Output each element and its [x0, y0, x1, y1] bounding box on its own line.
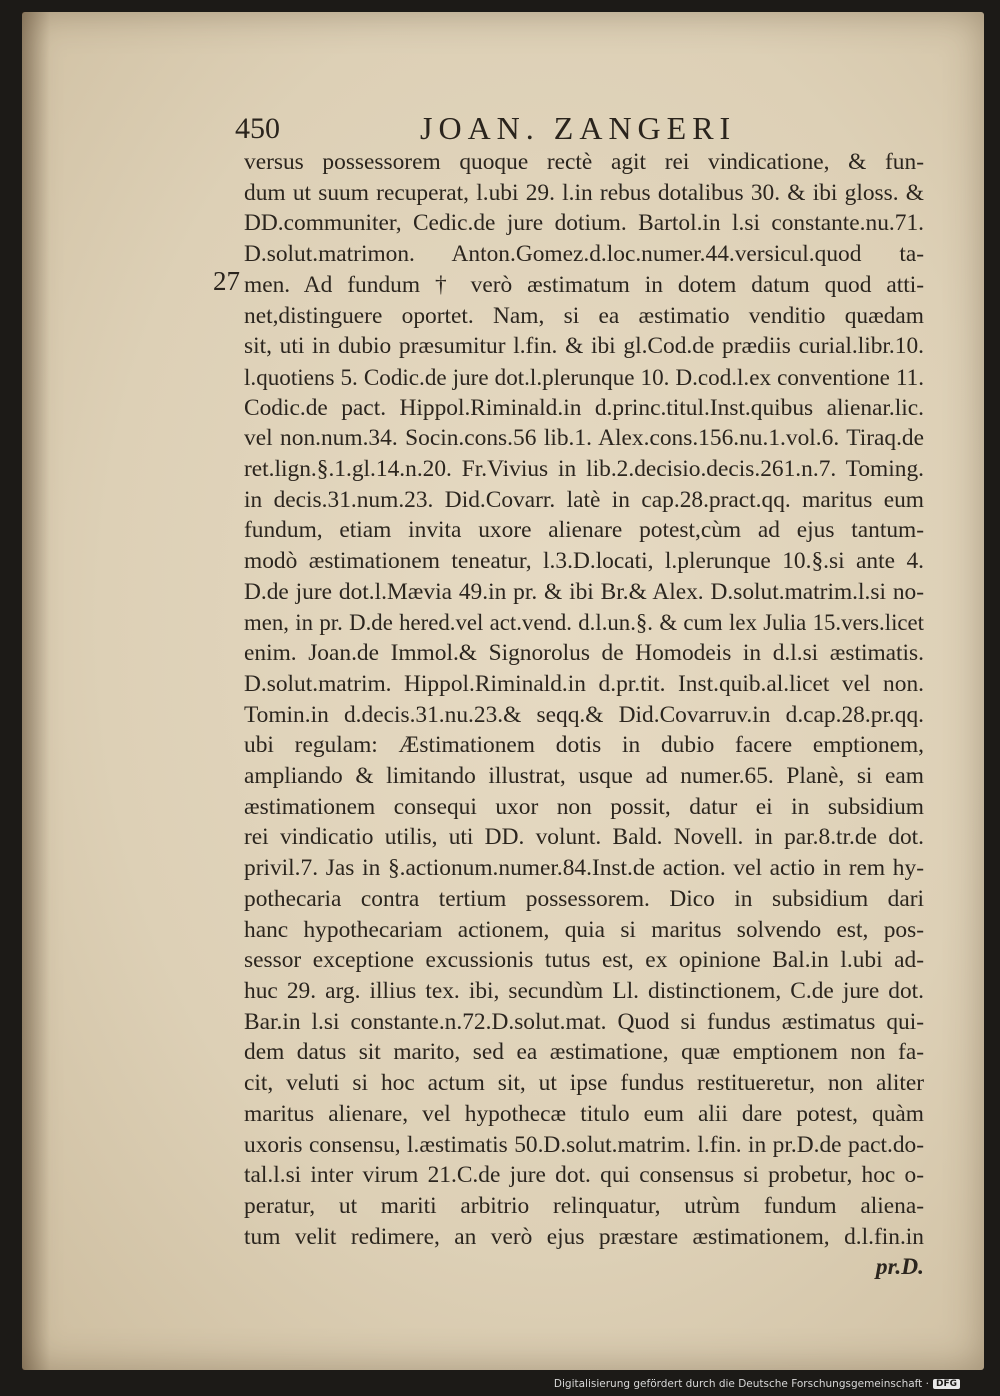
text-line: D.solut.matrim. Hippol.Riminald.in d.pr.tit. Inst.quib.al.licet vel non. — [244, 670, 924, 697]
text-line: Codic.de pact. Hippol.Riminald.in d.princ.titul.Inst.quibus alienar.lic. — [244, 394, 924, 421]
text-line: D.de jure dot.l.Mævia 49.in pr. & ibi Br.& Alex. D.solut.matrim.l.si no- — [244, 578, 924, 605]
text-line: sit, uti in dubio præsumitur l.fin. & ibi gl.Cod.de prædiis curial.libr.10. — [244, 333, 924, 360]
text-line: sessor exceptione excussionis tutus est, ex opinione Bal.in l.ubi ad- — [244, 947, 924, 974]
text-line: privil.7. Jas in §.actionum.numer.84.Inst.de action. vel actio in rem hy- — [244, 855, 924, 882]
text-line: tal.l.si inter virum 21.C.de jure dot. qui consensus si probetur, hoc o- — [244, 1162, 924, 1189]
text-line: fundum, etiam invita uxore alienare potest,cùm ad ejus tantum- — [244, 517, 924, 544]
text-line: l.quotiens 5. Codic.de jure dot.l.plerunque 10. D.cod.l.ex conventione 11. — [244, 363, 924, 390]
text-line: men, in pr. D.de hered.vel act.vend. d.l.un.§. & cum lex Julia 15.vers.licet — [244, 609, 924, 635]
text-line: hanc hypothecariam actionem, quia si maritus solvendo est, pos- — [244, 916, 924, 943]
text-line: dum ut suum recuperat, l.ubi 29. l.in rebus dotalibus 30. & ibi gloss. & — [244, 179, 924, 206]
text-line: versus possessorem quoque rectè agit rei vindicatione, & fun- — [244, 149, 924, 175]
text-line: in decis.31.num.23. Did.Covarr. latè in cap.28.pract.qq. maritus eum — [244, 486, 924, 513]
text-line: pothecaria contra tertium possessorem. Dico in subsidium dari — [244, 885, 924, 912]
text-line: Tomin.in d.decis.31.nu.23.& seqq.& Did.Covarruv.in d.cap.28.pr.qq. — [244, 701, 924, 728]
text-line: maritus alienare, vel hypothecæ titulo eum alii dare potest, quàm — [244, 1100, 924, 1127]
margin-note-number: 27 — [213, 266, 240, 296]
page-gutter-shadow — [22, 12, 50, 1370]
text-line: peratur, ut mariti arbitrio relinquatur, utrùm fundum aliena- — [244, 1192, 924, 1219]
text-line: D.solut.matrimon. Anton.Gomez.d.loc.numer.44.versicul.quod ta- — [244, 241, 924, 268]
dfg-logo: DFG — [933, 1379, 960, 1389]
running-title: JOAN. ZANGERI — [420, 110, 737, 146]
catchword: pr.D. — [875, 1254, 924, 1281]
text-line: cit, veluti si hoc actum sit, ut ipse fundus restitueretur, non aliter — [244, 1070, 924, 1097]
text-line: DD.communiter, Cedic.de jure dotium. Bartol.in l.si constante.nu.71. — [244, 210, 924, 237]
footer-credit: Digitalisierung gefördert durch die Deutsche Forschungsgemeinschaft · — [553, 1378, 929, 1390]
text-line: rei vindicatio utilis, uti DD. volunt. Bald. Novell. in par.8.tr.de dot. — [244, 824, 924, 851]
text-line: huc 29. arg. illius tex. ibi, secundùm Ll. distinctionem, C.de jure dot. — [244, 977, 924, 1004]
text-line: net,distinguere oportet. Nam, si ea æstimatio venditio quædam — [244, 302, 924, 329]
text-line: uxoris consensu, l.æstimatis 50.D.solut.matrim. l.fin. in pr.D.de pact.do- — [244, 1131, 924, 1158]
text-line: æstimationem consequi uxor non possit, datur ei in subsidium — [244, 793, 924, 820]
page-number: 450 — [235, 112, 280, 145]
body-text — [244, 147, 924, 1283]
text-line: enim. Joan.de Immol.& Signorolus de Homodeis in d.l.si æstimatis. — [244, 640, 924, 667]
text-line: ret.lign.§.1.gl.14.n.20. Fr.Vivius in lib.2.decisio.decis.261.n.7. Toming. — [244, 456, 924, 483]
text-line: ubi regulam: Æstimationem dotis in dubio facere emptionem, — [244, 732, 924, 759]
digitization-footer — [554, 1378, 960, 1390]
text-line: Bar.in l.si constante.n.72.D.solut.mat. Quod si fundus æstimatus qui- — [244, 1008, 924, 1035]
text-line: dem datus sit marito, sed ea æstimatione, quæ emptionem non fa- — [244, 1039, 924, 1066]
text-line: tum velit redimere, an verò ejus præstare æstimationem, d.l.fin.in — [244, 1223, 924, 1250]
text-line: men. Ad fundum † verò æstimatum in dotem datum quod atti- — [244, 271, 924, 298]
text-line: modò æstimationem teneatur, l.3.D.locati, l.plerunque 10.§.si ante 4. — [244, 548, 924, 575]
text-line: ampliando & limitando illustrat, usque ad numer.65. Planè, si eam — [244, 763, 924, 790]
text-line: vel non.num.34. Socin.cons.56 lib.1. Alex.cons.156.nu.1.vol.6. Tiraq.de — [244, 425, 924, 452]
